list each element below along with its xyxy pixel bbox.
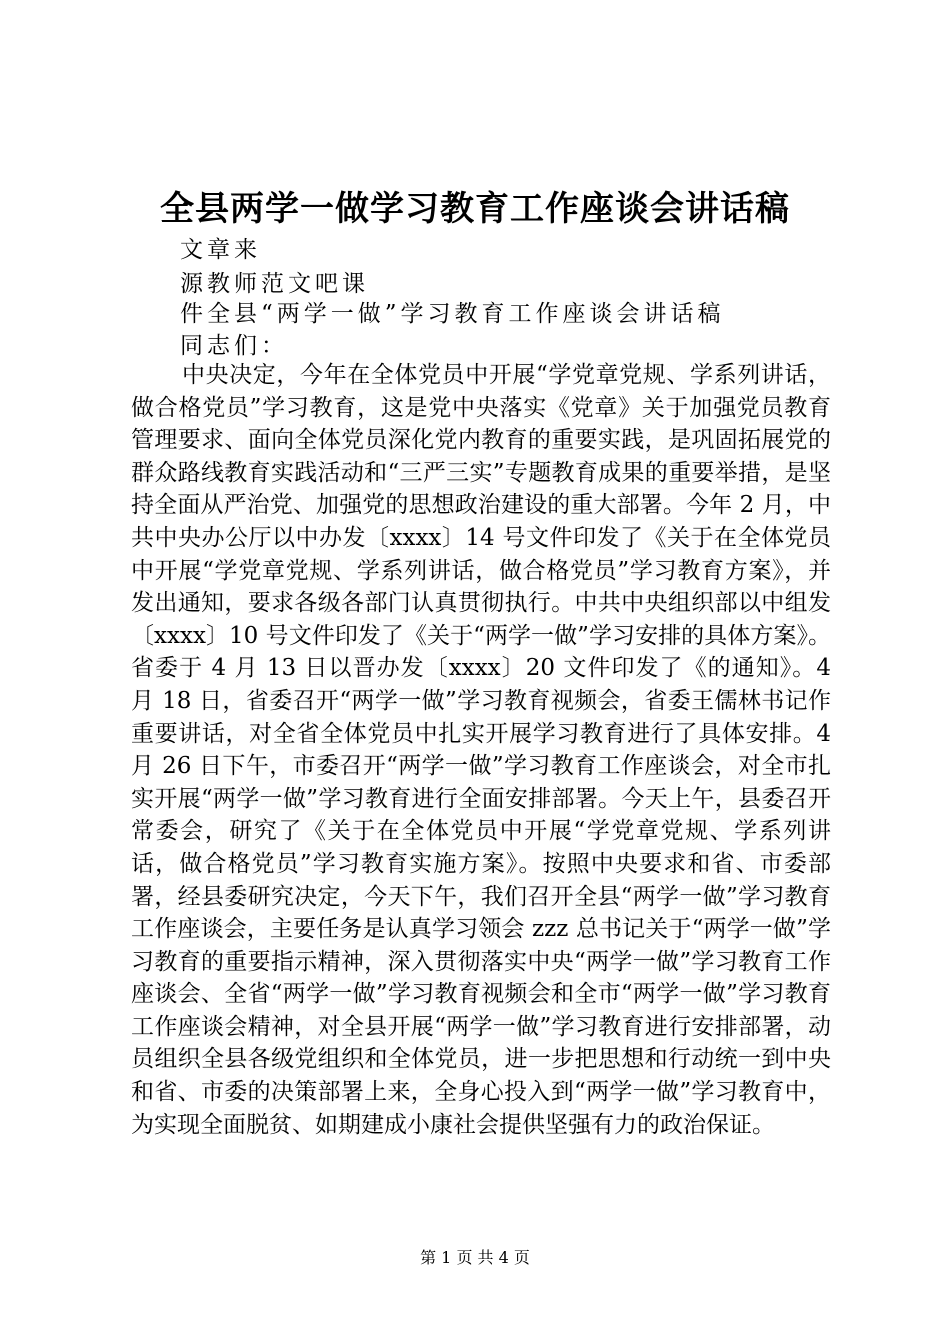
document-title: 全县两学一做学习教育工作座谈会讲话稿	[160, 189, 790, 229]
body-paragraph: 中央决定，今年在全体党员中开展“学党章党规、学系列讲话，做合格党员”学习教育，这是党中央落实《党章》关于加强党员教育管理要求、面向全体党员深化党内教育的重要实践，是巩固拓展党的群众路线教育实践活动和“三严三实”专题教育成果的重要举措，是坚持全面从严治党、加强党的思想政治建设的重大部署。今年 2 月，中共中央办公厅以中办发〔xxxx〕14 号文件印发了《关于在全体党员中开展“学党章党规、学系列讲话，做合格党员”学习教育方案》，并发出通知，要求各级各部门认真贯彻执行。中共中央组织部以中组发〔xxxx〕10 号文件印发了《关于“两学一做”学习安排的具体方案》。省委于 4 月 13 日以晋办发〔xxxx〕20 文件印发了《的通知》。4 月 18 日，省委召开“两学一做”学习教育视频会，省委王儒林书记作重要讲话，对全省全体党员中扎实开展学习教育进行了具体安排。4 月 26 日下午，市委召开“两学一做”学习教育工作座谈会，对全市扎实开展“两学一做”学习教育进行全面安排部署。今天上午，县委召开常委会，研究了《关于在全体党员中开展“学党章党规、学系列讲话，做合格党员”学习教育实施方案》。按照中央要求和省、市委部署，经县委研究决定，今天下午，我们召开全县“两学一做”学习教育工作座谈会，主要任务是认真学习领会 zzz 总书记关于“两学一做”学习教育的重要指示精神，深入贯彻落实中央“两学一做”学习教育工作座谈会、全省“两学一做”学习教育视频会和全市“两学一做”学习教育工作座谈会精神，对全县开展“两学一做”学习教育进行安排部署，动员组织全县各级党组织和全体党员，进一步把思想和行动统一到中央和省、市委的决策部署上来，全身心投入到“两学一做”学习教育中，为实现全面脱贫、如期建成小康社会提供坚强有力的政治保证。	[131, 362, 831, 1138]
meta-line-subject: 件全县“两学一做”学习教育工作座谈会讲话稿	[180, 301, 725, 327]
salutation: 同志们：	[180, 333, 288, 359]
meta-line-source: 文章来	[180, 237, 261, 263]
page-footer: 第 1 页 共 4 页	[420, 1248, 530, 1267]
meta-line-site: 源教师范文吧课	[180, 271, 369, 297]
